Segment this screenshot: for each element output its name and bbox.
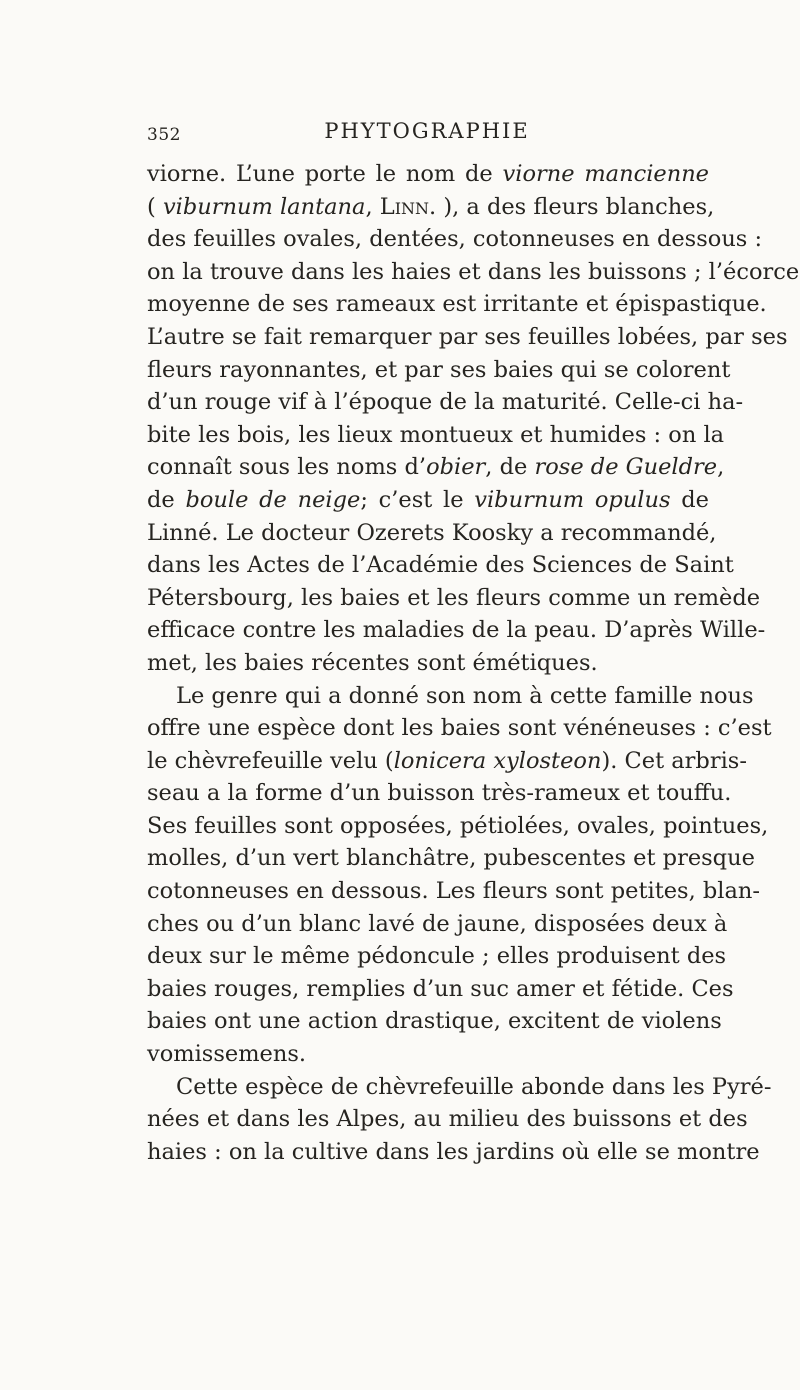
text-line	[147, 451, 725, 484]
text-run: efficace contre les maladies de la peau. D’après Wille-	[147, 617, 766, 644]
text-line	[147, 712, 772, 745]
text-line	[147, 354, 731, 387]
text-line	[147, 582, 761, 615]
text-run: deux sur le même pédoncule ; elles produisent des	[147, 943, 727, 970]
text-run: de	[147, 486, 186, 513]
text-run: Cette espèce de chèvrefeuille abonde dans les Pyré-	[176, 1073, 772, 1100]
text-line	[147, 517, 717, 550]
text-run: des feuilles ovales, dentées, cotonneuses en dessous :	[147, 226, 763, 253]
text-line	[147, 647, 709, 680]
text-run: ches ou d’un blanc lavé de jaune, disposées deux à	[147, 910, 728, 937]
text-run: bite les bois, les lieux montueux et humides : on la	[147, 421, 725, 448]
text-run: Le genre qui a donné son nom à cette famille nous	[176, 682, 754, 709]
text-run: . ), a des fleurs blanches,	[429, 193, 715, 220]
text-line	[147, 810, 769, 843]
text-run: le chèvrefeuille velu (	[147, 747, 394, 774]
text-run: met, les baies récentes sont émétiques.	[147, 649, 598, 676]
text-run: ; c’est le	[360, 486, 475, 513]
text-run: on la trouve dans les haies et dans les buissons ; l’écorce	[147, 258, 800, 285]
text-line	[147, 191, 715, 224]
text-run: , de	[485, 454, 535, 481]
page-header	[147, 119, 707, 149]
italic-term: lonicera xylosteon	[393, 747, 602, 774]
text-line	[147, 386, 744, 419]
text-run: baies ont une action drastique, excitent de violens	[147, 1008, 722, 1035]
text-line	[147, 614, 766, 647]
page-number: 352	[147, 125, 181, 145]
italic-term: viburnum lantana	[162, 193, 366, 220]
text-line	[147, 973, 734, 1006]
text-line	[147, 1136, 760, 1169]
text-line	[147, 419, 725, 452]
text-run: molles, d’un vert blanchâtre, pubescentes et presque	[147, 845, 755, 872]
text-line	[147, 549, 734, 582]
italic-term: boule de neige	[185, 486, 361, 513]
text-line	[147, 484, 709, 517]
text-run: nées et dans les Alpes, au milieu des buissons et des	[147, 1106, 748, 1133]
text-line	[147, 321, 788, 354]
text-run: (	[147, 193, 163, 220]
text-line	[147, 158, 709, 191]
text-line	[147, 256, 800, 289]
italic-term: viorne mancienne	[502, 161, 709, 187]
text-run: L’autre se fait remarquer par ses feuilles lobées, par ses	[147, 323, 788, 350]
text-run: connaît sous les noms d’	[147, 454, 427, 481]
text-line	[147, 1038, 709, 1071]
text-run: fleurs rayonnantes, et par ses baies qui se colorent	[147, 356, 731, 383]
text-run: viorne. L’une porte le nom de	[147, 161, 503, 187]
text-line	[147, 940, 727, 973]
text-run: baies rouges, remplies d’un suc amer et fétide. Ces	[147, 975, 734, 1002]
text-run: moyenne de ses rameaux est irritante et épispastique.	[147, 291, 767, 318]
text-run: vomissemens.	[147, 1041, 307, 1068]
text-run: offre une espèce dont les baies sont vénéneuses : c’est	[147, 715, 772, 742]
text-run: ). Cet arbris-	[601, 747, 747, 774]
text-run: haies : on la cultive dans les jardins où elle se montre	[147, 1138, 760, 1165]
text-line	[147, 745, 747, 778]
text-run: de	[670, 486, 709, 513]
text-line	[147, 777, 732, 810]
text-run: Linné. Le docteur Ozerets Koosky a recommandé,	[147, 519, 717, 546]
body-text	[147, 158, 800, 1168]
text-line	[147, 875, 761, 908]
text-line	[147, 1005, 722, 1038]
italic-term: obier	[426, 454, 486, 481]
text-run: d’un rouge vif à l’époque de la maturité. Celle-ci ha-	[147, 389, 744, 416]
text-line	[147, 223, 763, 256]
text-run: dans les Actes de l’Académie des Sciences de Saint	[147, 552, 734, 579]
text-run: cotonneuses en dessous. Les fleurs sont petites, blan-	[147, 878, 761, 905]
italic-term: viburnum opulus	[474, 486, 671, 513]
text-line	[147, 1071, 772, 1104]
text-line	[147, 288, 767, 321]
text-line	[147, 842, 755, 875]
text-line	[147, 1103, 748, 1136]
text-line	[147, 908, 728, 941]
small-caps-text: Linn	[379, 193, 430, 220]
italic-term: rose de Gueldre	[534, 454, 718, 481]
text-run: Pétersbourg, les baies et les fleurs comme un remède	[147, 584, 761, 611]
text-run: ,	[717, 454, 725, 481]
text-run: ,	[365, 193, 380, 220]
text-line	[147, 680, 754, 713]
running-title: PHYTOGRAPHIE	[324, 119, 530, 143]
text-run: Ses feuilles sont opposées, pétiolées, ovales, pointues,	[147, 812, 769, 839]
text-run: seau a la forme d’un buisson très-rameux et touffu.	[147, 780, 732, 807]
